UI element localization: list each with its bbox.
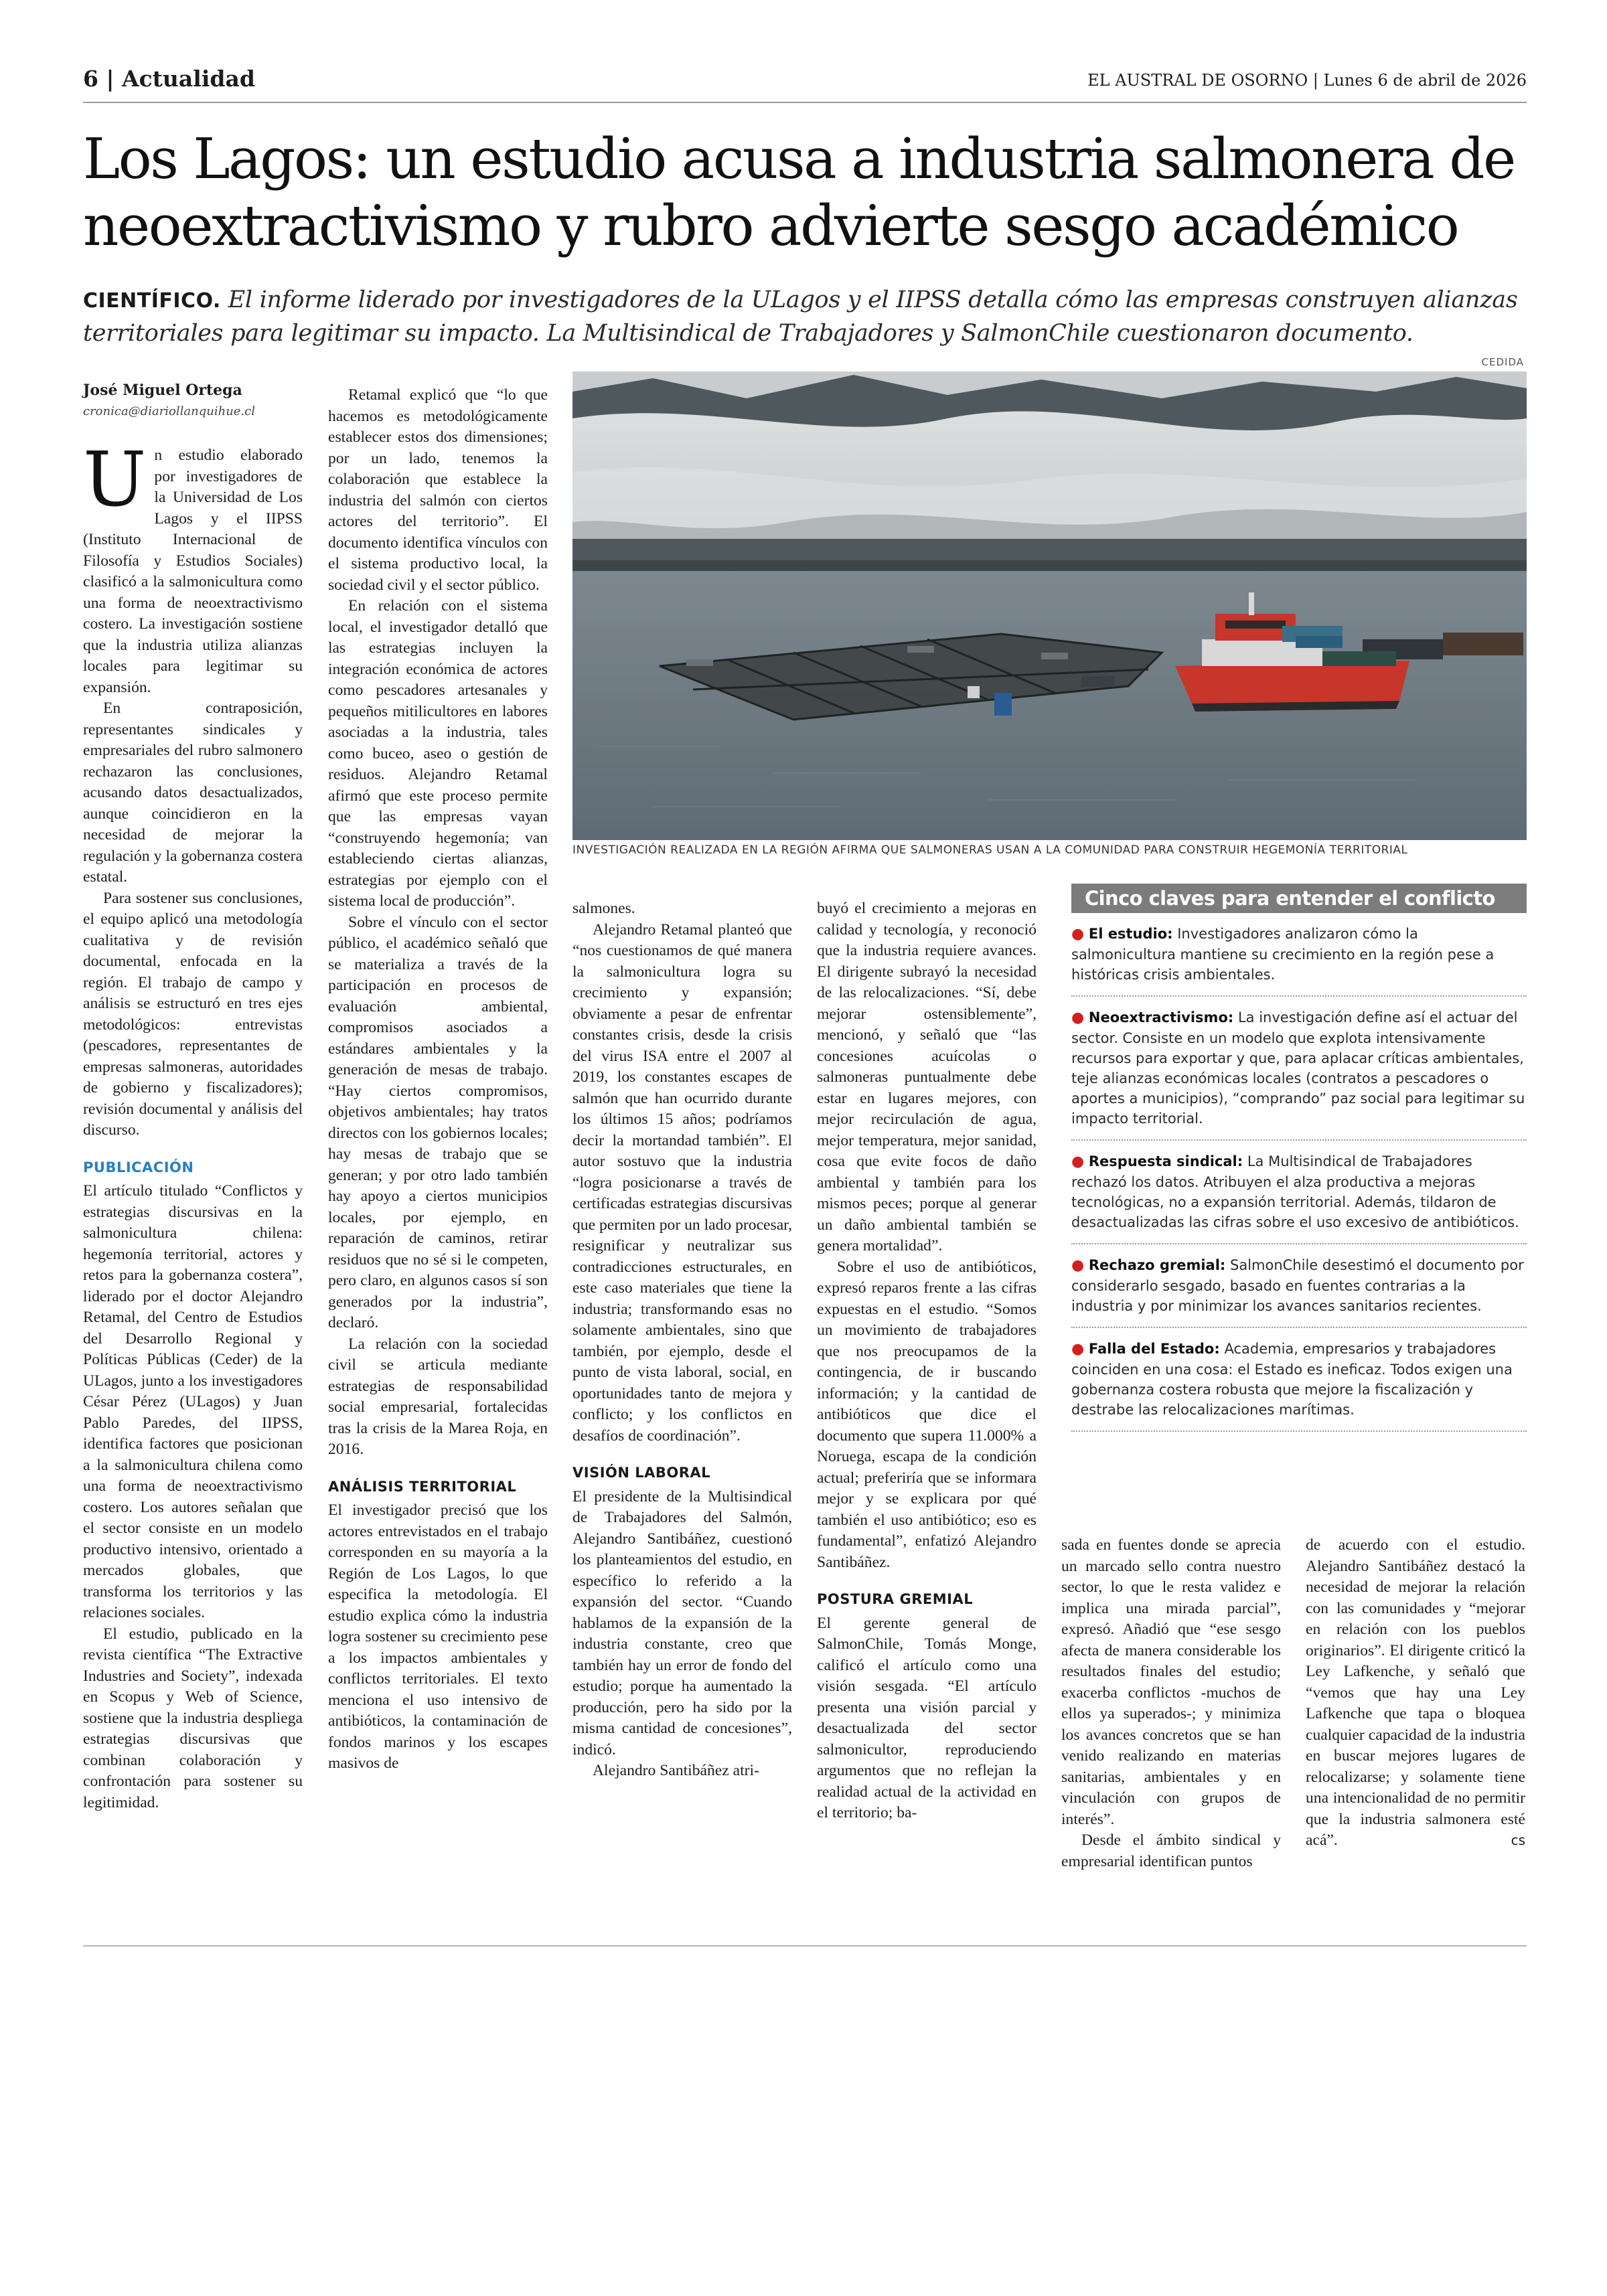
paragraph: salmones. — [572, 900, 635, 917]
box-item-text: Academia, empresarios y trabajadores coinciden en una cosa: el Estado es ineficaz. Todos exigen una gobernanza costera robusta que mejore la fiscalización y destrabe las relocalizaciones marítimas. — [1071, 1341, 1513, 1418]
subheadline — [83, 284, 1527, 349]
body-column-6 — [1306, 1535, 1525, 1852]
paragraph: Desde el ámbito sindical y empresarial identifican puntos — [1061, 1831, 1281, 1870]
paragraph: En contraposición, representantes sindicales y empresariales del rubro salmonero rechazaron las conclusiones, acusando datos desactualizados, aunque coincidieron en la necesidad de mejorar la regulación y la gobernanza costera estatal. — [83, 700, 303, 886]
paragraph — [1306, 1535, 1525, 1852]
author-email: cronica@diariollanquihue.cl — [83, 404, 256, 418]
photo-caption: INVESTIGACIÓN REALIZADA EN LA REGIÓN AFIRMA QUE SALMONERAS USAN A LA COMUNIDAD PARA CONSTRUIR HEGEMONÍA TERRITORIAL — [572, 843, 1408, 857]
box-item — [1071, 1328, 1527, 1432]
paragraph: Alejandro Retamal planteó que “nos cuestionamos de qué manera la salmonicultura logra su crecimiento y expansión; obviamente a pesar de enfrentar constantes crisis, desde la crisis del virus ISA entre el 2007 al 2019, los constantes escapes de salmón que han ocurrido durante los últimos 15 años; podríamos decir la mortandad también”. El autor sostuvo que la industria “logra posicionarse a través de certificadas estrategias discursivas que permiten por un lado procesar, resignificar y neutralizar sus contradicciones estructurales, en este caso materiales que tiene la industria; transformando esas no solamente ambientales, sino que también, por ejemplo, desde el punto de vista laboral, social, en oportunidades tanto de mejora y conflicto; y los conflictos en desafíos de coordinación”. — [572, 920, 792, 1445]
paragraph-text: de acuerdo con el estudio. Alejandro Santibáñez destacó la necesidad de mejorar la relación con las comunidades y “mejorar en relación con los pueblos originarios”. El dirigente criticó la Ley Lafkenche, y señaló que “vemos que hay una Ley Lafkenche que tapa o bloquea cualquier capacidad de la industria en buscar mejores lugares de relocalizarse; y solamente tiene una intencionalidad de no permitir que la industria salmonera esté acá”. — [1306, 1536, 1525, 1849]
paragraph: Sobre el uso de antibióticos, expresó reparos frente a las cifras expuestas en el estudio. “Somos un movimiento de trabajadores que nos preocupamos de la contingencia, de ir buscando información; y la cantidad de antibióticos que dice el documento que supera 11.000% a Noruega, escapa de la condición actual; preferiría que se informara mejor y se explicara por qué también el uso antibiótico; eso es fundamental”, enfatizó Alejandro Santibáñez. — [817, 1258, 1037, 1571]
bullet-icon: ● — [1071, 1341, 1085, 1358]
box-item-label: Falla del Estado: — [1088, 1341, 1220, 1357]
folio-separator: | — [106, 66, 114, 92]
box-item-text: La investigación define así el actuar del sector. Consiste en un modelo que explota intensivamente recursos para exportar y que, para aplacar críticas ambientales, teje alianzas económicas locales (contratos a pescadores o aportes a municipios), “comprando” paz social para legitimar su impacto territorial. — [1071, 1009, 1525, 1127]
box-item-text: SalmonChile desestimó el documento por considerarlo sesgado, basado en fuentes contrarias a la industria y por minimizar los avances sanitarios recientes. — [1071, 1257, 1524, 1314]
paragraph: Retamal explicó que “lo que hacemos es metodológicamente establecer estos dos dimensiones; por un lado, tenemos la colaboración que establece la industria del salmón con ciertos actores del territorio”. El documento identifica vínculos con el sistema productivo local, la sociedad civil y el sector público. — [328, 386, 548, 594]
page-header — [83, 66, 1527, 100]
paragraph: Sobre el vínculo con el sector público, el académico señaló que se materializa a través de la participación en procesos de evaluación ambiental, compromisos asociados a estándares ambientales y la generación de mesas de trabajo. “Hay ciertos compromisos, objetivos ambientales; hay tratos directos con los gobiernos locales; hay mesas de trabajo que se generan; y por otro lado también hay apoyo a ciertos municipios locales, por ejemplo, en reparación de caminos, retirar residuos que no sé si le competen, pero claro, en algunos casos sí son generados por la industria”, declaró. — [328, 913, 548, 1331]
paragraph — [83, 436, 303, 698]
paragraph: El gerente general de SalmonChile, Tomás Monge, calificó el artículo como una visión sesgada. “El artículo presenta una visión parcial y desactualizada del sector salmonicultor, reproduciendo argumentos que no reflejan la realidad actual de la actividad en el territorio; ba- — [817, 1614, 1037, 1821]
bullet-icon: ● — [1071, 926, 1085, 942]
kicker: CIENTÍFICO. — [83, 289, 221, 313]
body-column-4 — [817, 898, 1037, 1824]
paragraph: El estudio, publicado en la revista científica “The Extractive Industries and Society”, indexada en Scopus y Web of Science, sostiene que la industria despliega estrategias discursivas que combinan colaboración y confrontación para sostener su legitimidad. — [83, 1625, 303, 1811]
key-points-box — [1071, 884, 1527, 1432]
bullet-icon: ● — [1071, 1153, 1085, 1170]
page-folio — [83, 66, 255, 92]
subheading-vision-laboral: VISIÓN LABORAL — [572, 1465, 711, 1481]
newspaper-name: EL AUSTRAL DE OSORNO — [1087, 71, 1308, 90]
masthead — [1087, 71, 1527, 90]
body-column-3 — [572, 898, 792, 1782]
box-item-label: El estudio: — [1088, 926, 1173, 942]
page-number: 6 — [83, 66, 98, 92]
issue-date: Lunes 6 de abril de 2026 — [1323, 71, 1527, 90]
subheading-analisis: ANÁLISIS TERRITORIAL — [328, 1478, 517, 1495]
box-item — [1071, 1141, 1527, 1244]
subheading-postura-gremial: POSTURA GREMIAL — [817, 1591, 974, 1607]
section-name: Actualidad — [121, 66, 255, 92]
headline-line-2: neoextractivismo y rubro advierte sesgo académico — [83, 193, 1458, 258]
author-name: José Miguel Ortega — [83, 382, 242, 399]
box-item — [1071, 1244, 1527, 1328]
box-title: Cinco claves para entender el conflicto — [1071, 884, 1527, 913]
drop-cap: U — [83, 436, 147, 523]
box-item-label: Neoextractivismo: — [1088, 1009, 1234, 1026]
footer-rule — [83, 1945, 1527, 1947]
box-item-label: Rechazo gremial: — [1088, 1257, 1226, 1273]
box-item-text: Investigadores analizaron cómo la salmonicultura mantiene su crecimiento en la región pese a históricas crisis ambientales. — [1071, 926, 1495, 983]
photo-credit: CEDIDA — [1481, 356, 1524, 368]
box-item-label: Respuesta sindical: — [1088, 1153, 1243, 1169]
paragraph: El artículo titulado “Conflictos y estrategias discursivas en la salmonicultura chilena: hegemonía territorial, actores y retos para la gobernanza costera”, liderado por el doctor Alejandro Retamal, del Centro de Estudios del Desarrollo Regional y Políticas Públicas (Ceder) de la ULagos, junto a los investigadores César Pérez (ULagos) y Juan Pablo Paredes, del IIPSS, identifica factores que posicionan a la salmonicultura chilena como una forma de neoextractivismo costero. Los autores señalan que el sector consiste en un modelo productivo intensivo, orientado a mercados globales, que transforma los territorios y las relaciones sociales. — [83, 1182, 303, 1621]
subheadline-text: El informe liderado por investigadores de la ULagos y el IIPSS detalla cómo las empresas construyen alianzas territoriales para legitimar su impacto. La Multisindical de Trabajadores y SalmonChile cuestionaron documento. — [83, 286, 1518, 347]
paragraph: sada en fuentes donde se aprecia un marcado sello contra nuestro sector, lo que le resta validez e implica una mirada parcial”, expresó. Añadió que “ese sesgo afecta de manera considerable los resultados finales del estudio; exacerba conflictos -muchos de ellos ya superados-; y minimiza los avances concretos que se han venido realizando en materias sanitarias, ambientales y en vinculación con grupos de interés”. — [1061, 1536, 1281, 1828]
box-item-text: La Multisindical de Trabajadores rechazó los datos. Atribuyen el alza productiva a mejoras tecnológicas, no a expansión territorial. Además, tildaron de desactualizadas las cifras sobre el uso excesivo de antibióticos. — [1071, 1153, 1519, 1230]
paragraph: En relación con el sistema local, el investigador detalló que las estrategias incluyen la integración económica de actores como pescadores artesanales y pequeños mitilicultores en labores asociadas a la industria, tales como buceo, aseo o gestión de residuos. Alejandro Retamal afirmó que este proceso permite que las empresas vayan “construyendo hegemonía; van estableciendo ciertas alianzas, estrategias por ejemplo con el sistema local de producción”. — [328, 597, 548, 910]
headline-line-1: Los Lagos: un estudio acusa a industria salmonera de — [83, 127, 1515, 191]
paragraph: El investigador precisó que los actores entrevistados en el trabajo corresponden en su mayoría a la Región de Los Lagos, lo que especifica la metodología. El estudio explica cómo la industria logra sostener su crecimiento pese a los impactos ambientales y conflictos territoriales. El texto menciona el uso intensivo de antibióticos, la contaminación de fondos marinos y los escapes masivos de — [328, 1501, 548, 1772]
body-column-1 — [83, 436, 303, 1813]
paragraph: Alejandro Santibáñez atri- — [593, 1762, 759, 1779]
box-item — [1071, 997, 1527, 1141]
bullet-icon: ● — [1071, 1009, 1085, 1026]
bullet-icon: ● — [1071, 1257, 1085, 1274]
masthead-separator: | — [1312, 71, 1324, 90]
paragraph: La relación con la sociedad civil se articula mediante estrategias de responsabilidad social empresarial, fortalecidas tras la crisis de la Marea Roja, en 2016. — [328, 1335, 548, 1458]
subheading-publicacion: PUBLICACIÓN — [83, 1159, 194, 1175]
headline — [83, 126, 1527, 260]
body-column-5 — [1061, 1535, 1281, 1872]
paragraph: El presidente de la Multisindical de Trabajadores del Salmón, Alejandro Santibáñez, cuestionó los planteamientos del estudio, en específico lo referido a la expansión del sector. “Cuando hablamos de la expansión de la industria constante, creo que también hay un error de fondo del estudio; porque ha aumentado la producción, pero ha sido por la misma cantidad de concesiones”, indicó. — [572, 1487, 792, 1758]
header-rule — [83, 102, 1527, 103]
salmon-farm-photo — [572, 372, 1527, 840]
paragraph-text: n estudio elaborado por investigadores de la Universidad de Los Lagos y el IIPSS (Instituto Internacional de Filosofía y Estudios Sociales) clasificó a la salmonicultura como una forma de neoextractivismo costero. La investigación sostiene que la industria utiliza alianzas locales para legitimar su expansión. — [83, 446, 303, 696]
box-item — [1071, 913, 1527, 997]
paragraph: buyó el crecimiento a mejoras en calidad y tecnología, y reconoció que la industria requiere avances. El dirigente subrayó la necesidad de las relocalizaciones. “Sí, debe mejorar ostensiblemente”, mencionó, y señaló que “las concesiones acuícolas o salmoneras puntualmente debe estar en lugares mejores, con mejor recirculación de agua, mejor temperatura, mejor sanidad, cosa que evite focos de daño ambiental y también para los mismos peces; porque al generar un daño ambiental también se genera mortalidad”. — [817, 900, 1037, 1254]
paragraph: Para sostener sus conclusiones, el equipo aplicó una metodología cualitativa y de revisión documental, enfocada en la región. El trabajo de campo y análisis se estructuró en tres ejes metodológicos: entrevistas (pescadores, representantes de empresas salmoneras, autoridades de gobierno y fiscalizadores); revisión documental y análisis del discurso. — [83, 889, 303, 1139]
end-mark-icon: cs — [1511, 1832, 1525, 1848]
body-column-2 — [328, 385, 548, 1775]
